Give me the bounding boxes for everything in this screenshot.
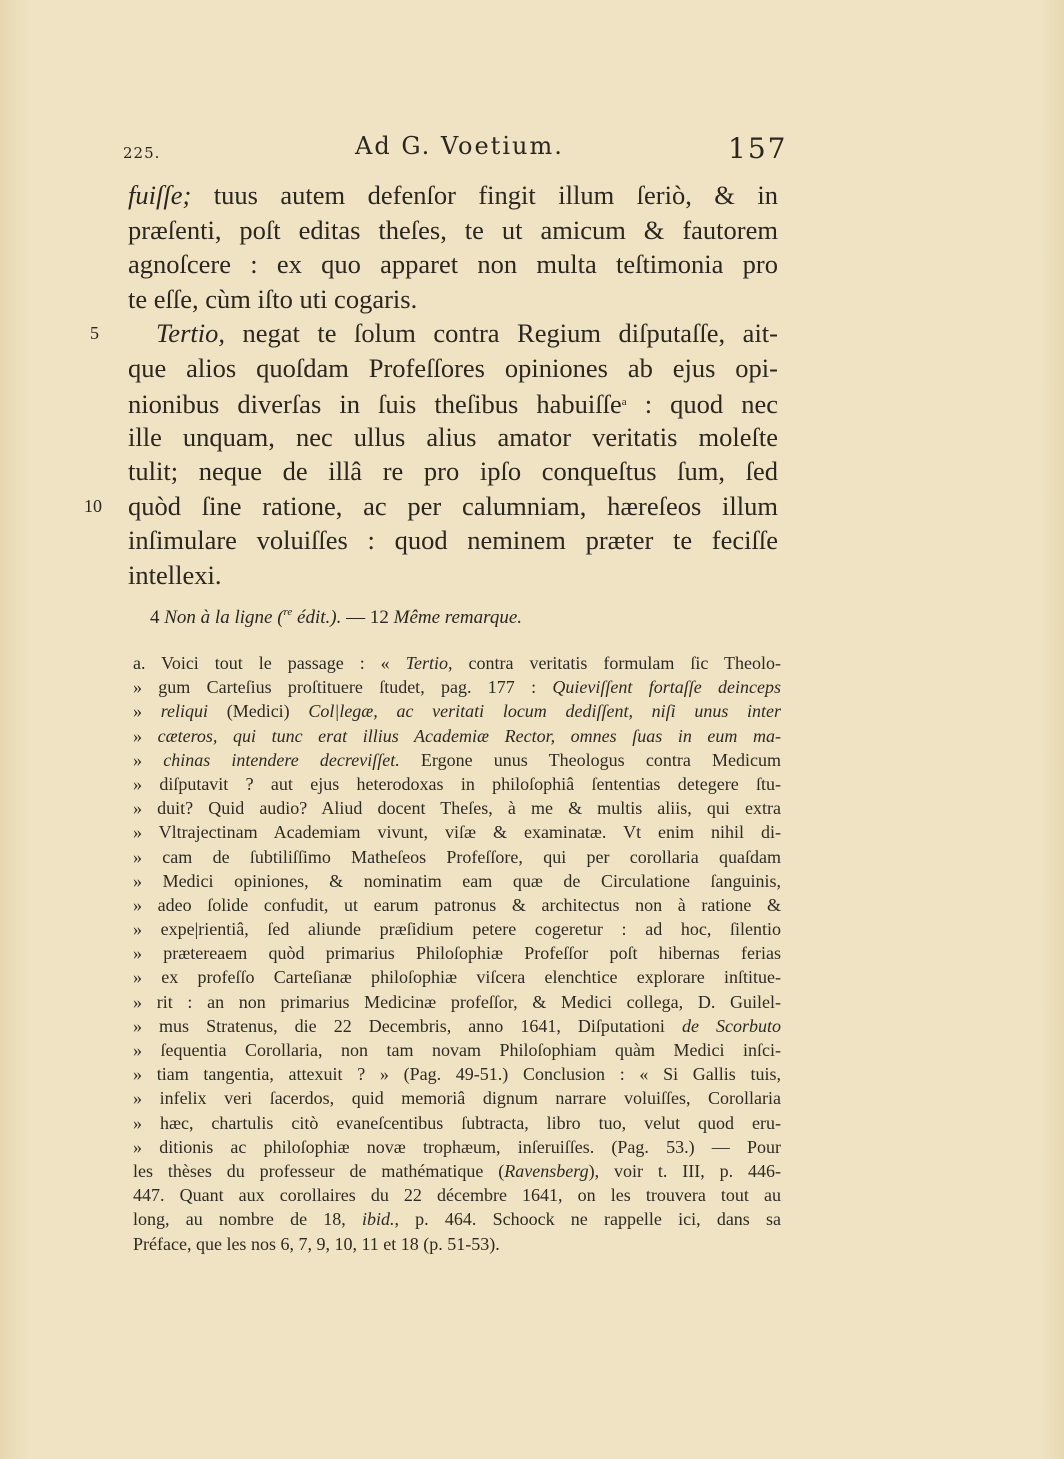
footnote-text: Préface, que les nos 6, 7, 9, 10, 11 et 18 (p. 51-53). bbox=[133, 1233, 500, 1254]
line-text: que alios quoſdam Profeſſores opiniones ab ejus opi- bbox=[128, 352, 778, 383]
footnote-italic: reliqui bbox=[160, 701, 209, 722]
footnote-line bbox=[133, 1111, 781, 1135]
line-text: intellexi. bbox=[128, 559, 222, 590]
footnote-text: » ſequentia Corollaria, non tam novam Philoſophiam quàm Medici inſci- bbox=[133, 1040, 781, 1060]
footnote-text: » expe|rientiâ, ſed aliunde præſidium petere cogeretur : ad hoc, ſilentio bbox=[133, 919, 781, 940]
footnote-line bbox=[133, 917, 781, 941]
body-line bbox=[128, 558, 778, 593]
body-line bbox=[128, 351, 778, 386]
footnote-italic: chinas intendere decreviſſet. bbox=[163, 749, 400, 770]
footnote-text: (Medici) bbox=[208, 701, 309, 722]
line-italic: Tertio, bbox=[156, 318, 225, 348]
footnote-italic: ibid. bbox=[361, 1209, 395, 1230]
variant-text-3: Même remarque. bbox=[393, 607, 523, 628]
footnote-text: » duit? Quid audio? Aliud docent Theſes, à me & multis aliis, qui extra bbox=[133, 798, 781, 819]
line-number: 5 bbox=[90, 323, 99, 343]
line-text: tulit; neque de illâ re pro ipſo conqueſtus ſum, ſed bbox=[128, 456, 778, 486]
footnote-line bbox=[133, 651, 781, 675]
footnote-marker: a bbox=[621, 396, 627, 408]
footnote-line bbox=[133, 748, 781, 772]
footnote-line bbox=[133, 1086, 781, 1110]
footnote-italic: Ravensberg bbox=[504, 1160, 589, 1181]
body-line bbox=[90, 316, 778, 351]
footnote-text: » bbox=[133, 701, 161, 722]
footnote-line bbox=[133, 893, 781, 917]
footnote-text: » ex profeſſo Carteſianæ philoſophiæ viſcera elenchtice explorare inſtitue- bbox=[133, 967, 781, 988]
footnote-line bbox=[133, 1183, 781, 1207]
footnote-line bbox=[133, 941, 781, 965]
line-text: tuus autem defenſor fingit illum ſeriò, & in bbox=[191, 180, 778, 210]
footnote-text: long, au nombre de 18, bbox=[133, 1209, 362, 1230]
footnote-text: » prætereaem quòd primarius Philoſophiæ Profeſſor poſt hibernas ferias bbox=[133, 943, 781, 964]
line-text: inſimulare voluiſſes : quod neminem præter te feciſſe bbox=[128, 525, 778, 555]
footnote-line bbox=[133, 869, 781, 893]
footnote-italic: Quieviſſent fortaſſe deinceps bbox=[552, 677, 781, 698]
footnote-text: » ditionis ac philoſophiæ novæ trophæum, inſeruiſſes. (Pag. 53.) — Pour bbox=[133, 1136, 781, 1157]
body-line bbox=[128, 420, 778, 455]
footnote-italic: de Scorbuto bbox=[681, 1015, 782, 1036]
footnote-text: 447. Quant aux corollaires du 22 décembre 1641, on les trouvera tout au bbox=[133, 1185, 781, 1206]
variant-note bbox=[150, 606, 522, 629]
line-text: : quod nec bbox=[626, 389, 778, 419]
footnote-text: » tiam tangentia, attexuit ? » (Pag. 49-51.) Conclusion : « Si Gallis tuis, bbox=[133, 1064, 781, 1085]
footnote-text: Ergone unus Theologus contra Medicum bbox=[399, 749, 781, 770]
footnote-text: ), voir t. III, p. 446- bbox=[588, 1160, 782, 1181]
footnote-text: » cam de ſubtiliſſimo Matheſeos Profeſſore, qui per corollaria quaſdam bbox=[133, 846, 781, 867]
footnote-text: » hæc, chartulis citò evaneſcentibus ſubtracta, libro tuo, velut quod eru- bbox=[133, 1112, 781, 1133]
variant-superscript: re bbox=[283, 606, 293, 618]
line-text: quòd ſine ratione, ac per calumniam, hæreſeos illum bbox=[128, 490, 778, 521]
footnote-line bbox=[133, 1038, 781, 1062]
line-text: præſenti, poſt editas theſes, te ut amicum & fautorem bbox=[128, 214, 778, 245]
footnote-italic: cæteros, qui tunc erat illius Academiæ Rector, omnes ſuas in eum ma- bbox=[157, 725, 781, 746]
footnote-line bbox=[133, 796, 781, 820]
footnote-text: » mus Stratenus, die 22 Decembris, anno 1641, Diſputationi bbox=[133, 1015, 682, 1036]
running-title: Ad G. Voetium. bbox=[355, 132, 564, 160]
running-header bbox=[0, 132, 1064, 172]
footnote-text: » Vltrajectinam Academiam vivunt, viſæ & examinatæ. Vt enim nihil di- bbox=[133, 822, 781, 843]
page-number: 157 bbox=[728, 132, 788, 165]
footnote-text: » gum Carteſius proſtituere ſtudet, pag. 177 : bbox=[133, 677, 553, 698]
main-text bbox=[84, 178, 778, 592]
variant-text-1: Non à la ligne ( bbox=[164, 607, 284, 628]
footnote-text: , p. 464. Schoock ne rappelle ici, dans sa bbox=[394, 1209, 782, 1230]
line-number: 10 bbox=[84, 495, 102, 516]
footnote-text: » bbox=[133, 725, 158, 746]
line-text: ille unquam, nec ullus alius amator veritatis moleſte bbox=[128, 421, 778, 452]
body-line bbox=[128, 247, 778, 282]
variant-separator: — 12 bbox=[341, 607, 394, 628]
footnote-line bbox=[133, 1232, 781, 1256]
body-line bbox=[128, 523, 778, 558]
variant-line-ref: 4 bbox=[150, 607, 165, 628]
line-text: negat te ſolum contra Regium diſputaſſe, ait- bbox=[224, 318, 778, 348]
body-line bbox=[128, 385, 778, 420]
footnotes bbox=[133, 651, 781, 1256]
footnote-line bbox=[133, 772, 781, 796]
line-text: agnoſcere : ex quo apparet non multa teſtimonia pro bbox=[128, 249, 778, 279]
footnote-line bbox=[133, 1207, 781, 1231]
footnote-text: » adeo ſolide confudit, ut earum patronus & architectus non à ratione & bbox=[133, 894, 781, 915]
footnote-text: » bbox=[133, 749, 164, 770]
footnote-text: » infelix veri ſacerdos, quid memoriâ dignum narrare voluiſſes, Corollaria bbox=[133, 1088, 781, 1109]
letter-number: 225. bbox=[123, 144, 161, 162]
footnote-text: » Medici opiniones, & nominatim eam quæ de Circulatione ſanguinis, bbox=[133, 870, 781, 891]
line-text: nionibus diverſas in ſuis theſibus habuiſſe bbox=[128, 389, 622, 419]
footnote-line bbox=[133, 1014, 781, 1038]
line-italic: fuiſſe; bbox=[128, 180, 192, 210]
footnote-text: les thèses du professeur de mathématique ( bbox=[133, 1160, 505, 1181]
body-line bbox=[128, 213, 778, 248]
footnote-line bbox=[133, 965, 781, 989]
footnote-line bbox=[133, 990, 781, 1014]
body-line bbox=[128, 454, 778, 489]
footnote-italic: Tertio, bbox=[405, 653, 453, 673]
footnote-line bbox=[133, 1159, 781, 1183]
footnote-text: a. Voici tout le passage : « bbox=[133, 653, 406, 673]
body-line bbox=[128, 178, 778, 213]
footnote-line bbox=[133, 1135, 781, 1159]
variant-text-2: édit.). bbox=[292, 607, 342, 628]
body-line bbox=[84, 489, 778, 524]
footnote-italic: Col|legæ, ac veritati locum dediſſent, niſi unus inter bbox=[308, 701, 781, 722]
footnote-text: contra veritatis formulam ſic Theolo- bbox=[452, 653, 781, 673]
footnote-line bbox=[133, 1062, 781, 1086]
footnote-line bbox=[133, 724, 781, 748]
footnote-line bbox=[133, 820, 781, 844]
line-text: te eſſe, cùm iſto uti cogaris. bbox=[128, 283, 418, 314]
footnote-text: » diſputavit ? aut ejus heterodoxas in philoſophiâ ſententias detegere ſtu- bbox=[133, 773, 781, 794]
body-line bbox=[128, 282, 778, 317]
footnote-line bbox=[133, 675, 781, 699]
footnote-text: » rit : an non primarius Medicinæ profeſſor, & Medici collega, D. Guilel- bbox=[133, 991, 781, 1012]
footnote-line bbox=[133, 699, 781, 723]
footnote-line bbox=[133, 845, 781, 869]
